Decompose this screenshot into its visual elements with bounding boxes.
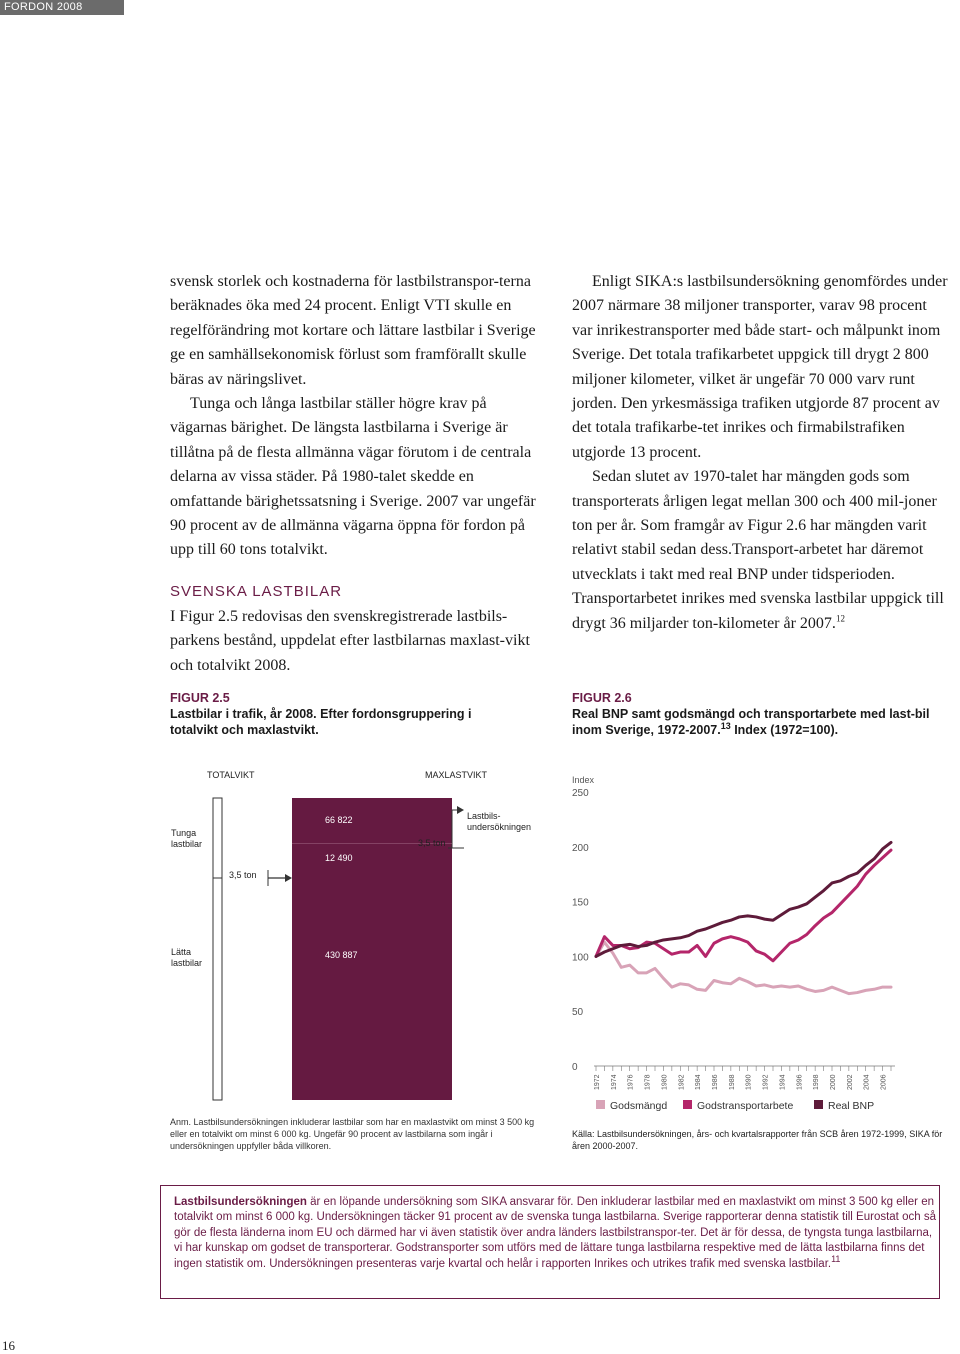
- maxlastvikt-label: MAXLASTVIKT: [425, 770, 488, 780]
- footnote-ref-12: 12: [835, 613, 845, 624]
- left-paragraph-3: I Figur 2.5 redovisas den svenskregistrerade lastbils-parkens bestånd, uppdelat efter lastbilarnas maxlast-vikt och totalvikt 2008.: [170, 607, 530, 674]
- fig25-note: Anm. Lastbilsundersökningen inkluderar lastbilar som har en maxlastvikt om minst 3 500 kg eller en totalvikt om minst 6 000 kg. Ungefär 90 procent av lastbilarna som ingår i undersökningen uppfyller båda villkoren.: [170, 1117, 535, 1151]
- legend-label: Godsmängd: [610, 1100, 668, 1112]
- footnote-ref-13: 13: [720, 720, 731, 731]
- x-tick-label: 1996: [796, 1074, 804, 1090]
- ton-right-label: 3,5 ton: [418, 838, 446, 848]
- value-mid: 12 490: [325, 853, 353, 863]
- latta-label: Lätta lastbilar: [171, 947, 203, 968]
- y-tick-label: 150: [572, 897, 589, 909]
- x-tick-label: 1994: [779, 1074, 787, 1090]
- fig25-label: FIGUR 2.5: [170, 691, 230, 705]
- x-tick-label: 1982: [678, 1074, 686, 1090]
- x-tick-label: 1988: [728, 1074, 736, 1090]
- fig26-title: Real BNP samt godsmängd och transportarbete med last-bil inom Sverige, 1972-2007.: [572, 707, 930, 737]
- x-tick-label: 1980: [661, 1074, 669, 1090]
- left-paragraph-1: svensk storlek och kostnaderna för lastbilstranspor-terna beräknades öka med 24 procent. Enligt VTI skulle en regelförändring mot kortare och lättare lastbilar i Sverige ge en samhällsekonomisk förlust som framförallt skulle bäras av näringslivet.: [170, 273, 536, 388]
- info-box-lead: Lastbilsundersökningen: [174, 1196, 307, 1208]
- legend-label: Godstransportarbete: [697, 1100, 794, 1112]
- y-tick-label: 50: [572, 1007, 584, 1019]
- y-tick-label: 100: [572, 952, 589, 964]
- totalvikt-label: TOTALVIKT: [207, 770, 255, 780]
- left-paragraph-2: Tunga och långa lastbilar ställer högre krav på vägarnas bärighet. De längsta lastbilarna i Sverige är tillåtna på de flesta allmänna vägar förutom i de centrala delarna av vissa städer. På 1980-talet skedde en omfattande bärighetssatsning i Sverige. 2007 var ungefär 90 procent av de allmänna vägarna öppna för fordon på upp till 60 tons totalvikt.: [170, 395, 536, 559]
- fig26-label: FIGUR 2.6: [572, 691, 632, 705]
- y-tick-label: 250: [572, 788, 589, 799]
- legend-swatch: [683, 1100, 692, 1109]
- x-tick-label: 1974: [610, 1074, 618, 1090]
- x-tick-label: 1984: [695, 1074, 703, 1090]
- fig26-title-tail: Index (1972=100).: [730, 723, 839, 737]
- legend-label: Real BNP: [828, 1100, 875, 1112]
- y-tick-label: 200: [572, 842, 589, 854]
- series-line-0: [596, 942, 891, 994]
- value-top: 66 822: [325, 815, 353, 825]
- fig26-source: Källa: Lastbilsundersökningen, års- och kvartalsrapporter från SCB åren 1972-1999, SIKA för åren 2000-2007.: [572, 1129, 943, 1151]
- tunga-label: Tunga lastbilar: [171, 828, 203, 849]
- legend-swatch: [596, 1100, 605, 1109]
- x-tick-label: 1990: [745, 1074, 753, 1090]
- x-tick-label: 1998: [813, 1074, 821, 1090]
- footnote-ref-11: 11: [831, 1253, 841, 1264]
- x-tick-label: 1992: [762, 1074, 770, 1090]
- section-heading: SVENSKA LASTBILAR: [170, 582, 343, 600]
- x-tick-label: 1976: [627, 1074, 635, 1090]
- running-header: FORDON 2008: [0, 0, 124, 15]
- legend-swatch: [814, 1100, 823, 1109]
- value-big: 430 887: [325, 950, 358, 960]
- right-paragraph-1: Enligt SIKA:s lastbilsundersökning genomfördes under 2007 närmare 38 miljoner transporter, varav 98 procent var inrikestransporter med både start- och målpunkt inom Sverige. Det totala trafikarbetet uppgick till drygt 2 800 miljoner kilometer, vilket är ungefär 70 000 varv runt jorden. Den yrkesmässiga trafiken utgjorde 87 procent av det totala trafikarbe-tet inrikes och firmabilstrafiken utgjorde 13 procent.: [572, 273, 948, 461]
- x-tick-label: 1986: [712, 1074, 719, 1090]
- info-box: [160, 1185, 940, 1299]
- y-tick-label: 0: [572, 1062, 578, 1073]
- x-tick-label: 2002: [846, 1074, 854, 1090]
- series-line-1: [596, 850, 891, 961]
- right-paragraph-2-text: Sedan slutet av 1970-talet har mängden gods som transporterats årligen legat mellan 300 och 400 mil-joner ton per år. Som framgår av Figur 2.6 har mängden varit relativt stabil sedan dess.Transport-arbetet har däremot utvecklats i takt med real BNP under tidsperioden. Transportarbetet inrikes med svenska lastbilar uppgick till drygt 36 miljarder ton-kilometer år 2007.: [572, 468, 944, 632]
- page-number: 16: [2, 1338, 15, 1353]
- x-tick-label: 2004: [863, 1074, 871, 1090]
- x-tick-label: 2000: [830, 1074, 837, 1090]
- ton-left-label: 3,5 ton: [229, 870, 257, 880]
- y-axis-label: Index: [572, 775, 595, 785]
- x-tick-label: 1978: [644, 1074, 652, 1090]
- x-tick-label: 2006: [880, 1074, 888, 1090]
- info-box-text: är en löpande undersökning som SIKA ansvarar för. Den inkluderar lastbilar med en maxlastvikt om minst 3 500 kg eller en totalvikt om minst 6 000 kg. Undersökningen täcker 91 procent av de svenska tunga lastbilarna. Sverige rapporterar denna statistik till Eurostat och så gör de flesta länderna inom EU och därmed har vi även statistik över andra länders lastbilstranspor-ter. Det är för dessa, de tyngsta tunga lastbilarna, vi har kunskap om godset de transporterar. Godstransporter som utförs med de lättare tunga lastbilarna respektive med de lätta lastbilarna finns det ingen statistik om. Undersökningen presenteras varje kvartal och helår i rapporten Inrikes och utrikes trafik med svenska lastbilar.: [174, 1196, 936, 1270]
- survey-label: Lastbils-undersökningen: [467, 811, 532, 832]
- fig25-title: Lastbilar i trafik, år 2008. Efter fordonsgruppering i totalvikt och maxlastvikt.: [170, 707, 472, 737]
- x-tick-label: 1972: [594, 1074, 601, 1090]
